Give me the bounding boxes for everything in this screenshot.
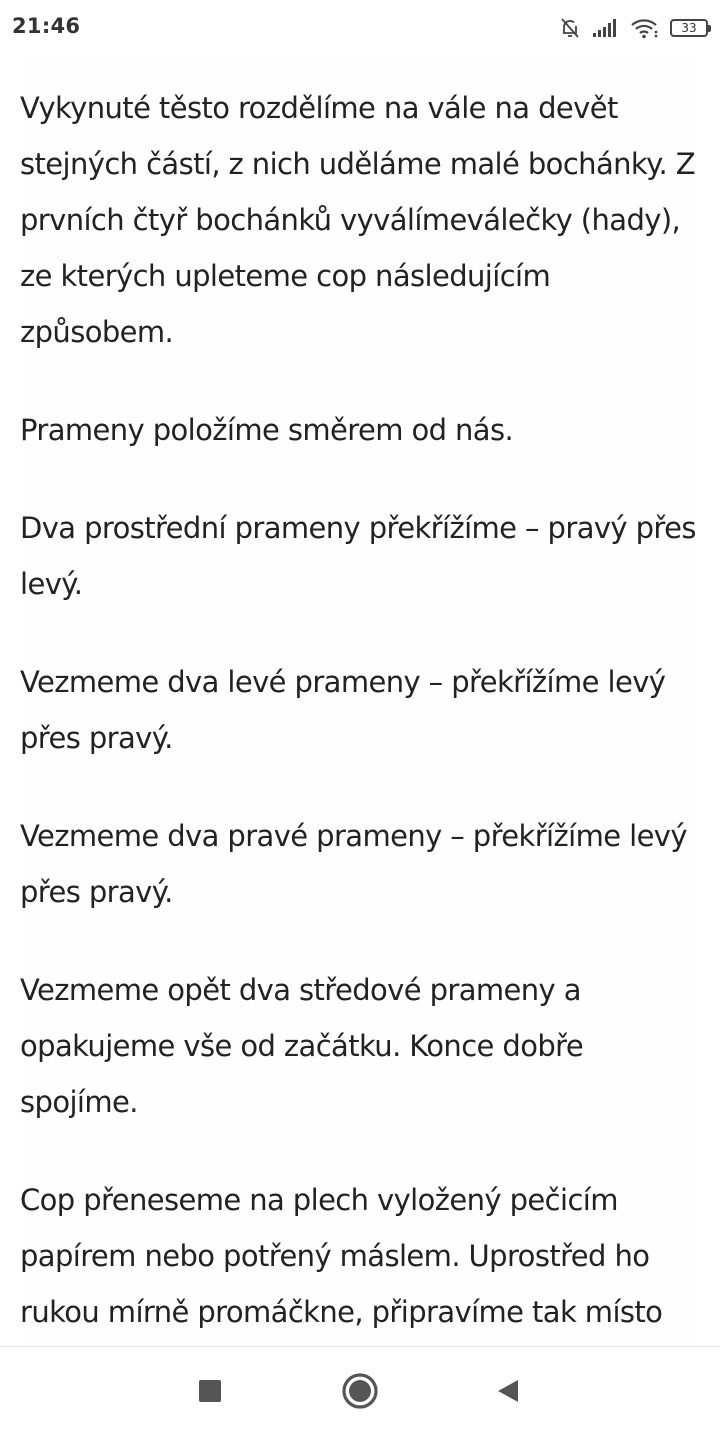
paragraph: Vezmeme dva pravé prameny – překřížíme levý přes pravý.	[20, 819, 687, 909]
home-button[interactable]	[340, 1373, 380, 1413]
back-icon	[495, 1378, 521, 1409]
paragraph: Dva prostřední prameny překřížíme – pravý přes levý.	[20, 511, 696, 601]
paragraph: Cop přeneseme na plech vyložený pečicím papírem nebo potřený máslem. Uprostřed ho rukou mírně promáčkne, připravíme tak místo	[20, 1183, 663, 1329]
paragraph: Vykynuté těsto rozdělíme na vále na devět stejných částí, z nich uděláme malé bochánky. Z prvních čtyř bochánků vyválímeválečky (hady), ze kterých upleteme cop následujícím způsobem.	[20, 91, 695, 349]
paragraph: Vezmeme dva levé prameny – překřížíme levý přes pravý.	[20, 665, 666, 755]
wifi-icon	[630, 17, 660, 39]
paragraph: Prameny položíme směrem od nás.	[20, 413, 514, 447]
recent-apps-icon	[198, 1379, 222, 1408]
navigation-bar	[0, 1346, 720, 1440]
status-bar	[0, 0, 720, 54]
battery-level: 33	[681, 21, 697, 35]
article-content[interactable]	[20, 54, 700, 1346]
battery-icon	[670, 19, 708, 37]
paragraph: Vezmeme opět dva středové prameny a opakujeme vše od začátku. Konce dobře spojíme.	[20, 973, 584, 1119]
mute-bell-icon	[558, 16, 582, 40]
signal-icon	[592, 18, 620, 38]
status-time: 21:46	[12, 14, 81, 38]
recent-apps-button[interactable]	[190, 1373, 230, 1413]
home-icon	[341, 1372, 379, 1415]
status-icons	[558, 14, 708, 42]
back-button[interactable]	[488, 1373, 528, 1413]
